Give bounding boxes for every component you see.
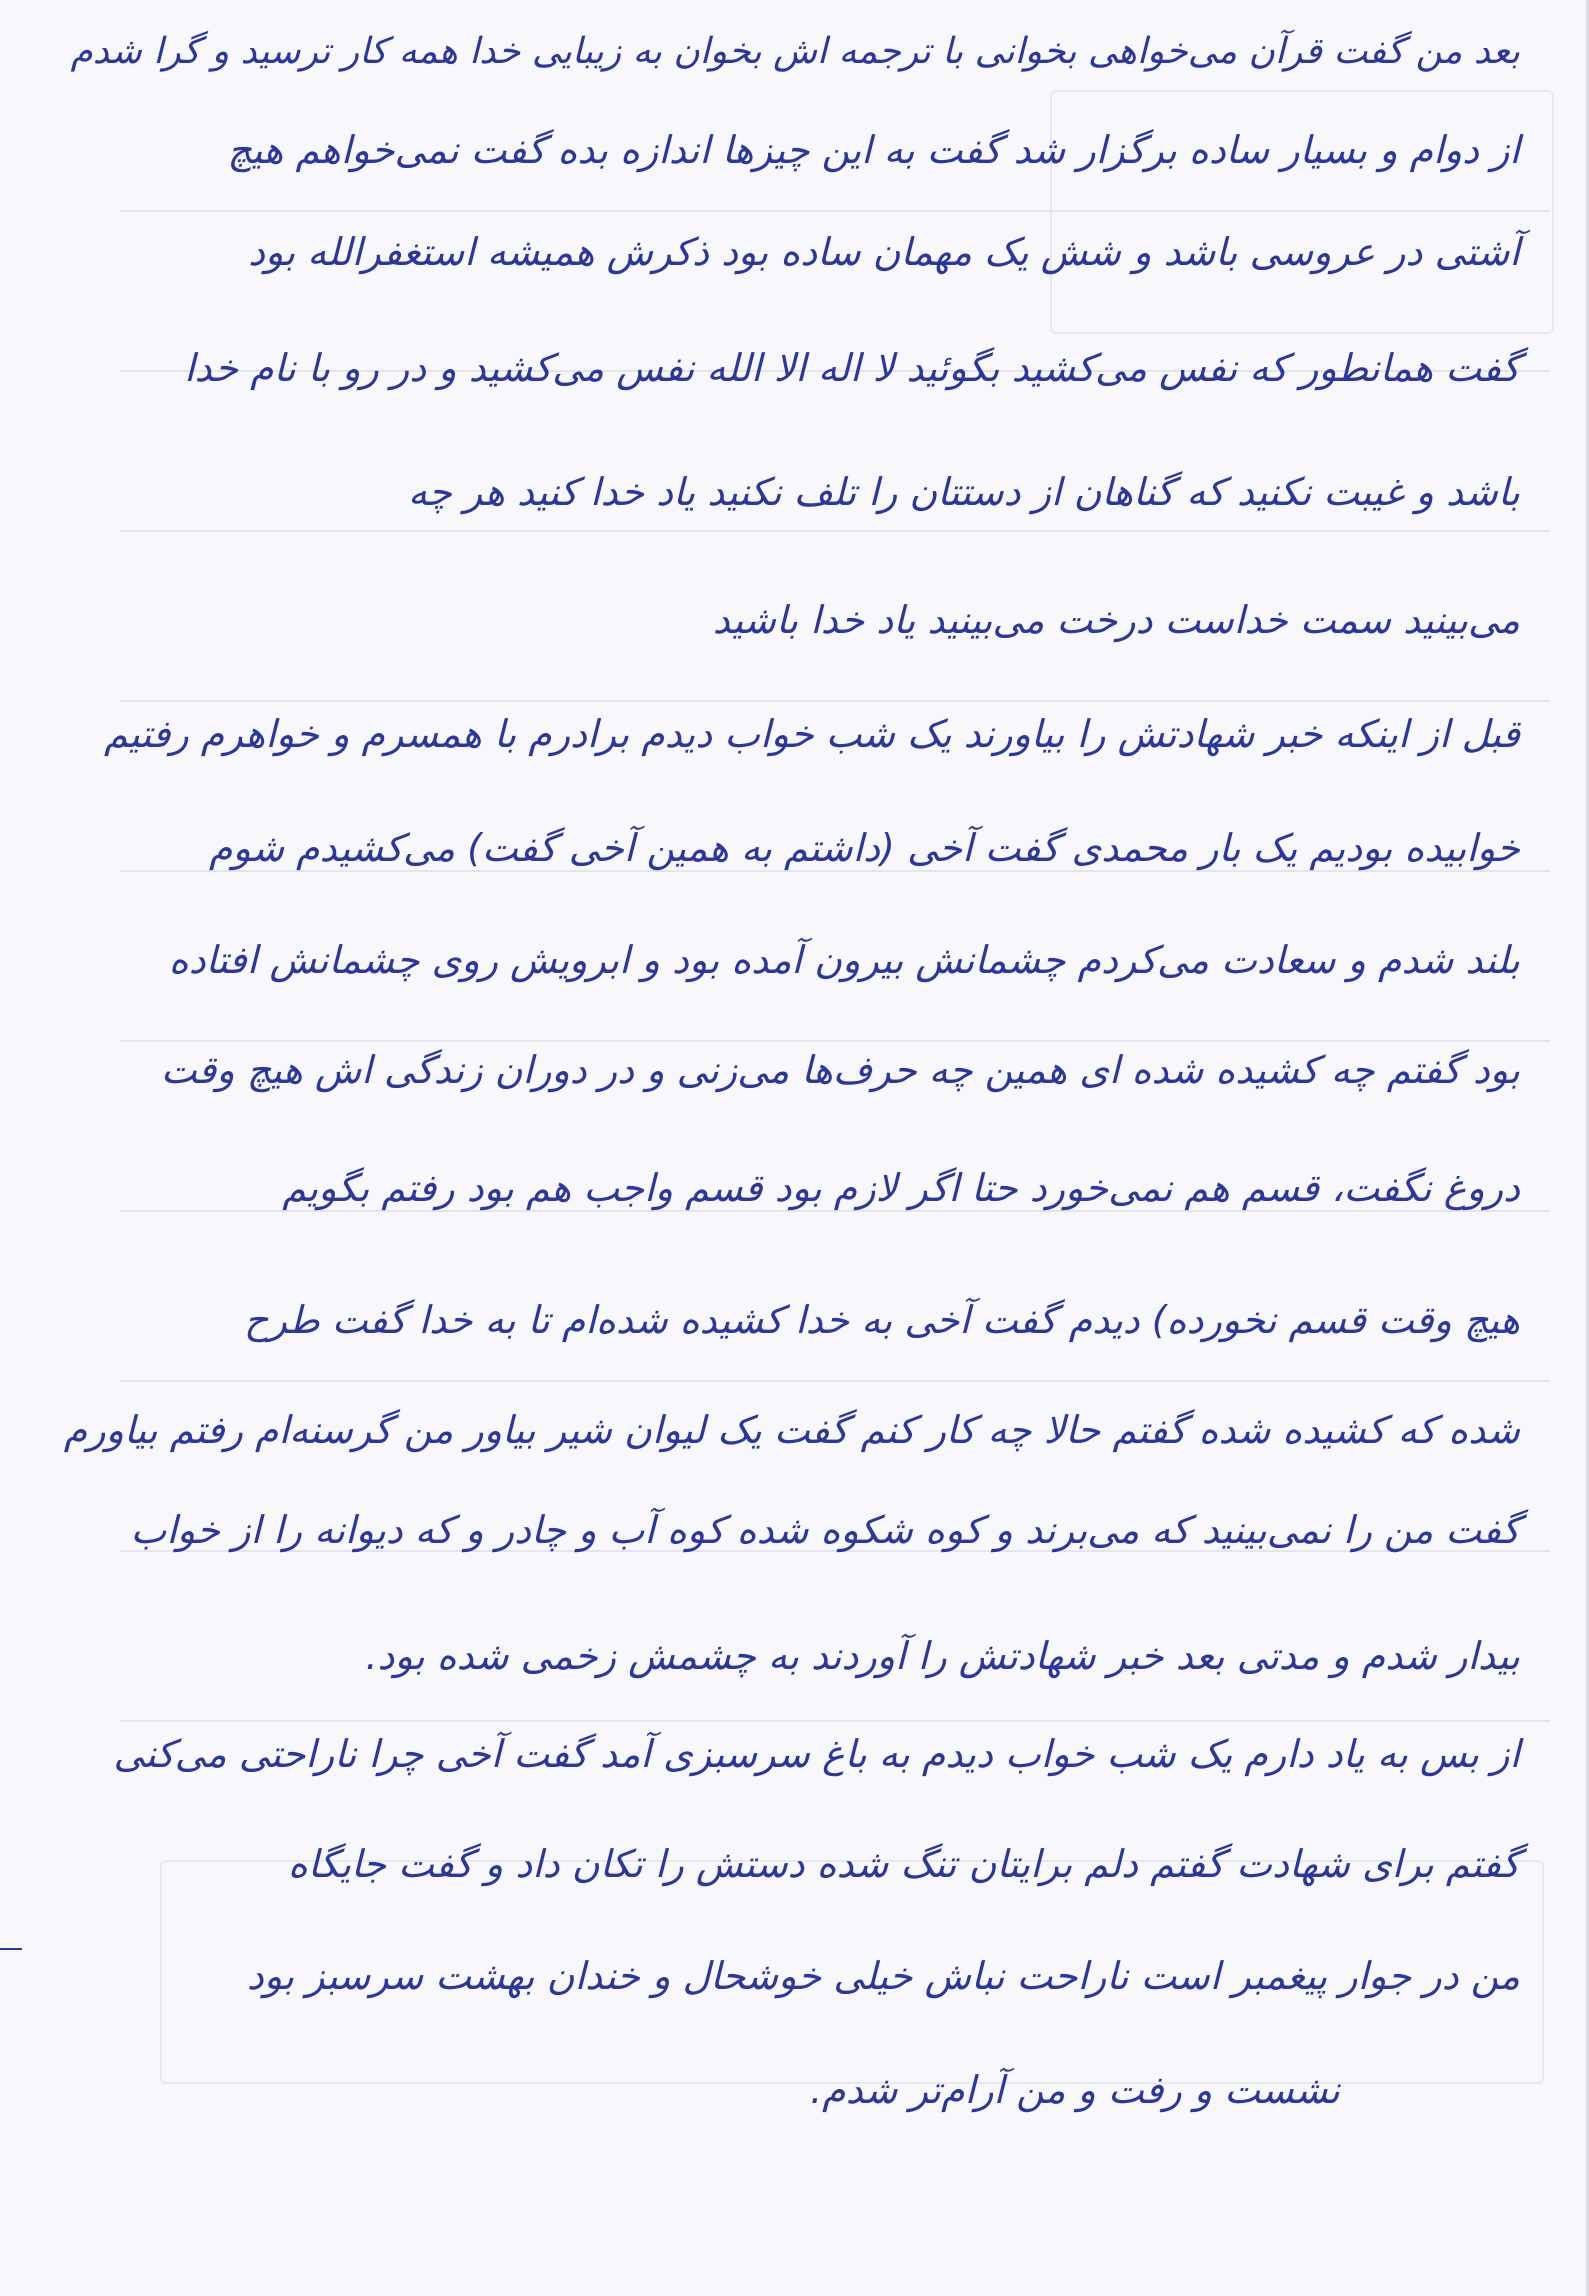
letter-line: گفت همانطور که نفس می‌کشید بگوئید لا اله الا الله نفس می‌کشید و در رو با نام خدا: [184, 346, 1520, 390]
letter-line: هیچ وقت قسم نخورده) دیدم گفت آخی به خدا کشیده شده‌ام تا به خدا گفت طرح: [244, 1298, 1520, 1342]
letter-line: قبل از اینکه خبر شهادتش را بیاورند یک شب خواب دیدم برادرم با همسرم و خواهرم رفتیم: [103, 712, 1520, 756]
letter-line: شده که کشیده شده گفتم حالا چه کار کنم گفت یک لیوان شیر بیاور من گرسنه‌ام رفتم بیاورم: [63, 1408, 1520, 1452]
letter-line: نشست و رفت و من آرام‌تر شدم.: [810, 2068, 1340, 2112]
letter-line: دروغ نگفت، قسم هم نمی‌خورد حتا اگر لازم بود قسم واجب هم بود رفتم بگویم: [282, 1166, 1520, 1210]
letter-line: بود گفتم چه کشیده شده ای همین چه حرف‌ها می‌زنی و در دوران زندگی اش هیچ وقت: [160, 1048, 1520, 1092]
letter-line: گفت من را نمی‌بینید که می‌برند و کوه شکوه شده کوه آب و چادر و که دیوانه را از خواب: [130, 1508, 1520, 1552]
margin-mark: [0, 1948, 22, 1950]
letter-line: گفتم برای شهادت گفتم دلم برایتان تنگ شده دستش را تکان داد و گفت جایگاه: [287, 1842, 1520, 1886]
letter-line: بعد من گفت قرآن می‌خواهی بخوانی با ترجمه اش بخوان به زیبایی خدا همه کار ترسید و گرا شدم: [70, 31, 1520, 72]
letter-line: بلند شدم و سعادت می‌کردم چشمانش بیرون آمده بود و ابرویش روی چشمانش افتاده: [168, 938, 1520, 982]
letter-line: از بس به یاد دارم یک شب خواب دیدم به باغ سرسبزی آمد گفت آخی چرا ناراحتی می‌کنی: [113, 1732, 1520, 1776]
letter-line: بیدار شدم و مدتی بعد خبر شهادتش را آوردند به چشمش زخمی شده بود.: [365, 1634, 1520, 1678]
letter-line: خوابیده بودیم یک بار محمدی گفت آخی (داشتم به همین آخی گفت) می‌کشیدم شوم: [209, 826, 1520, 870]
letter-line: آشتی در عروسی باشد و شش یک مهمان ساده بود ذکرش همیشه استغفرالله بود: [248, 230, 1520, 274]
letter-line: می‌بینید سمت خداست درخت می‌بینید یاد خدا باشید: [712, 598, 1520, 642]
letter-line: باشد و غیبت نکنید که گناهان از دستتان را تلف نکنید یاد خدا کنید هر چه: [407, 470, 1520, 514]
letter-line: من در جوار پیغمبر است ناراحت نباش خیلی خوشحال و خندان بهشت سرسبز بود: [246, 1954, 1520, 1998]
letter-line: از دوام و بسیار ساده برگزار شد گفت به این چیزها اندازه بده گفت نمی‌خواهم هیچ: [227, 128, 1520, 172]
handwritten-text: [60, 0, 1520, 2296]
